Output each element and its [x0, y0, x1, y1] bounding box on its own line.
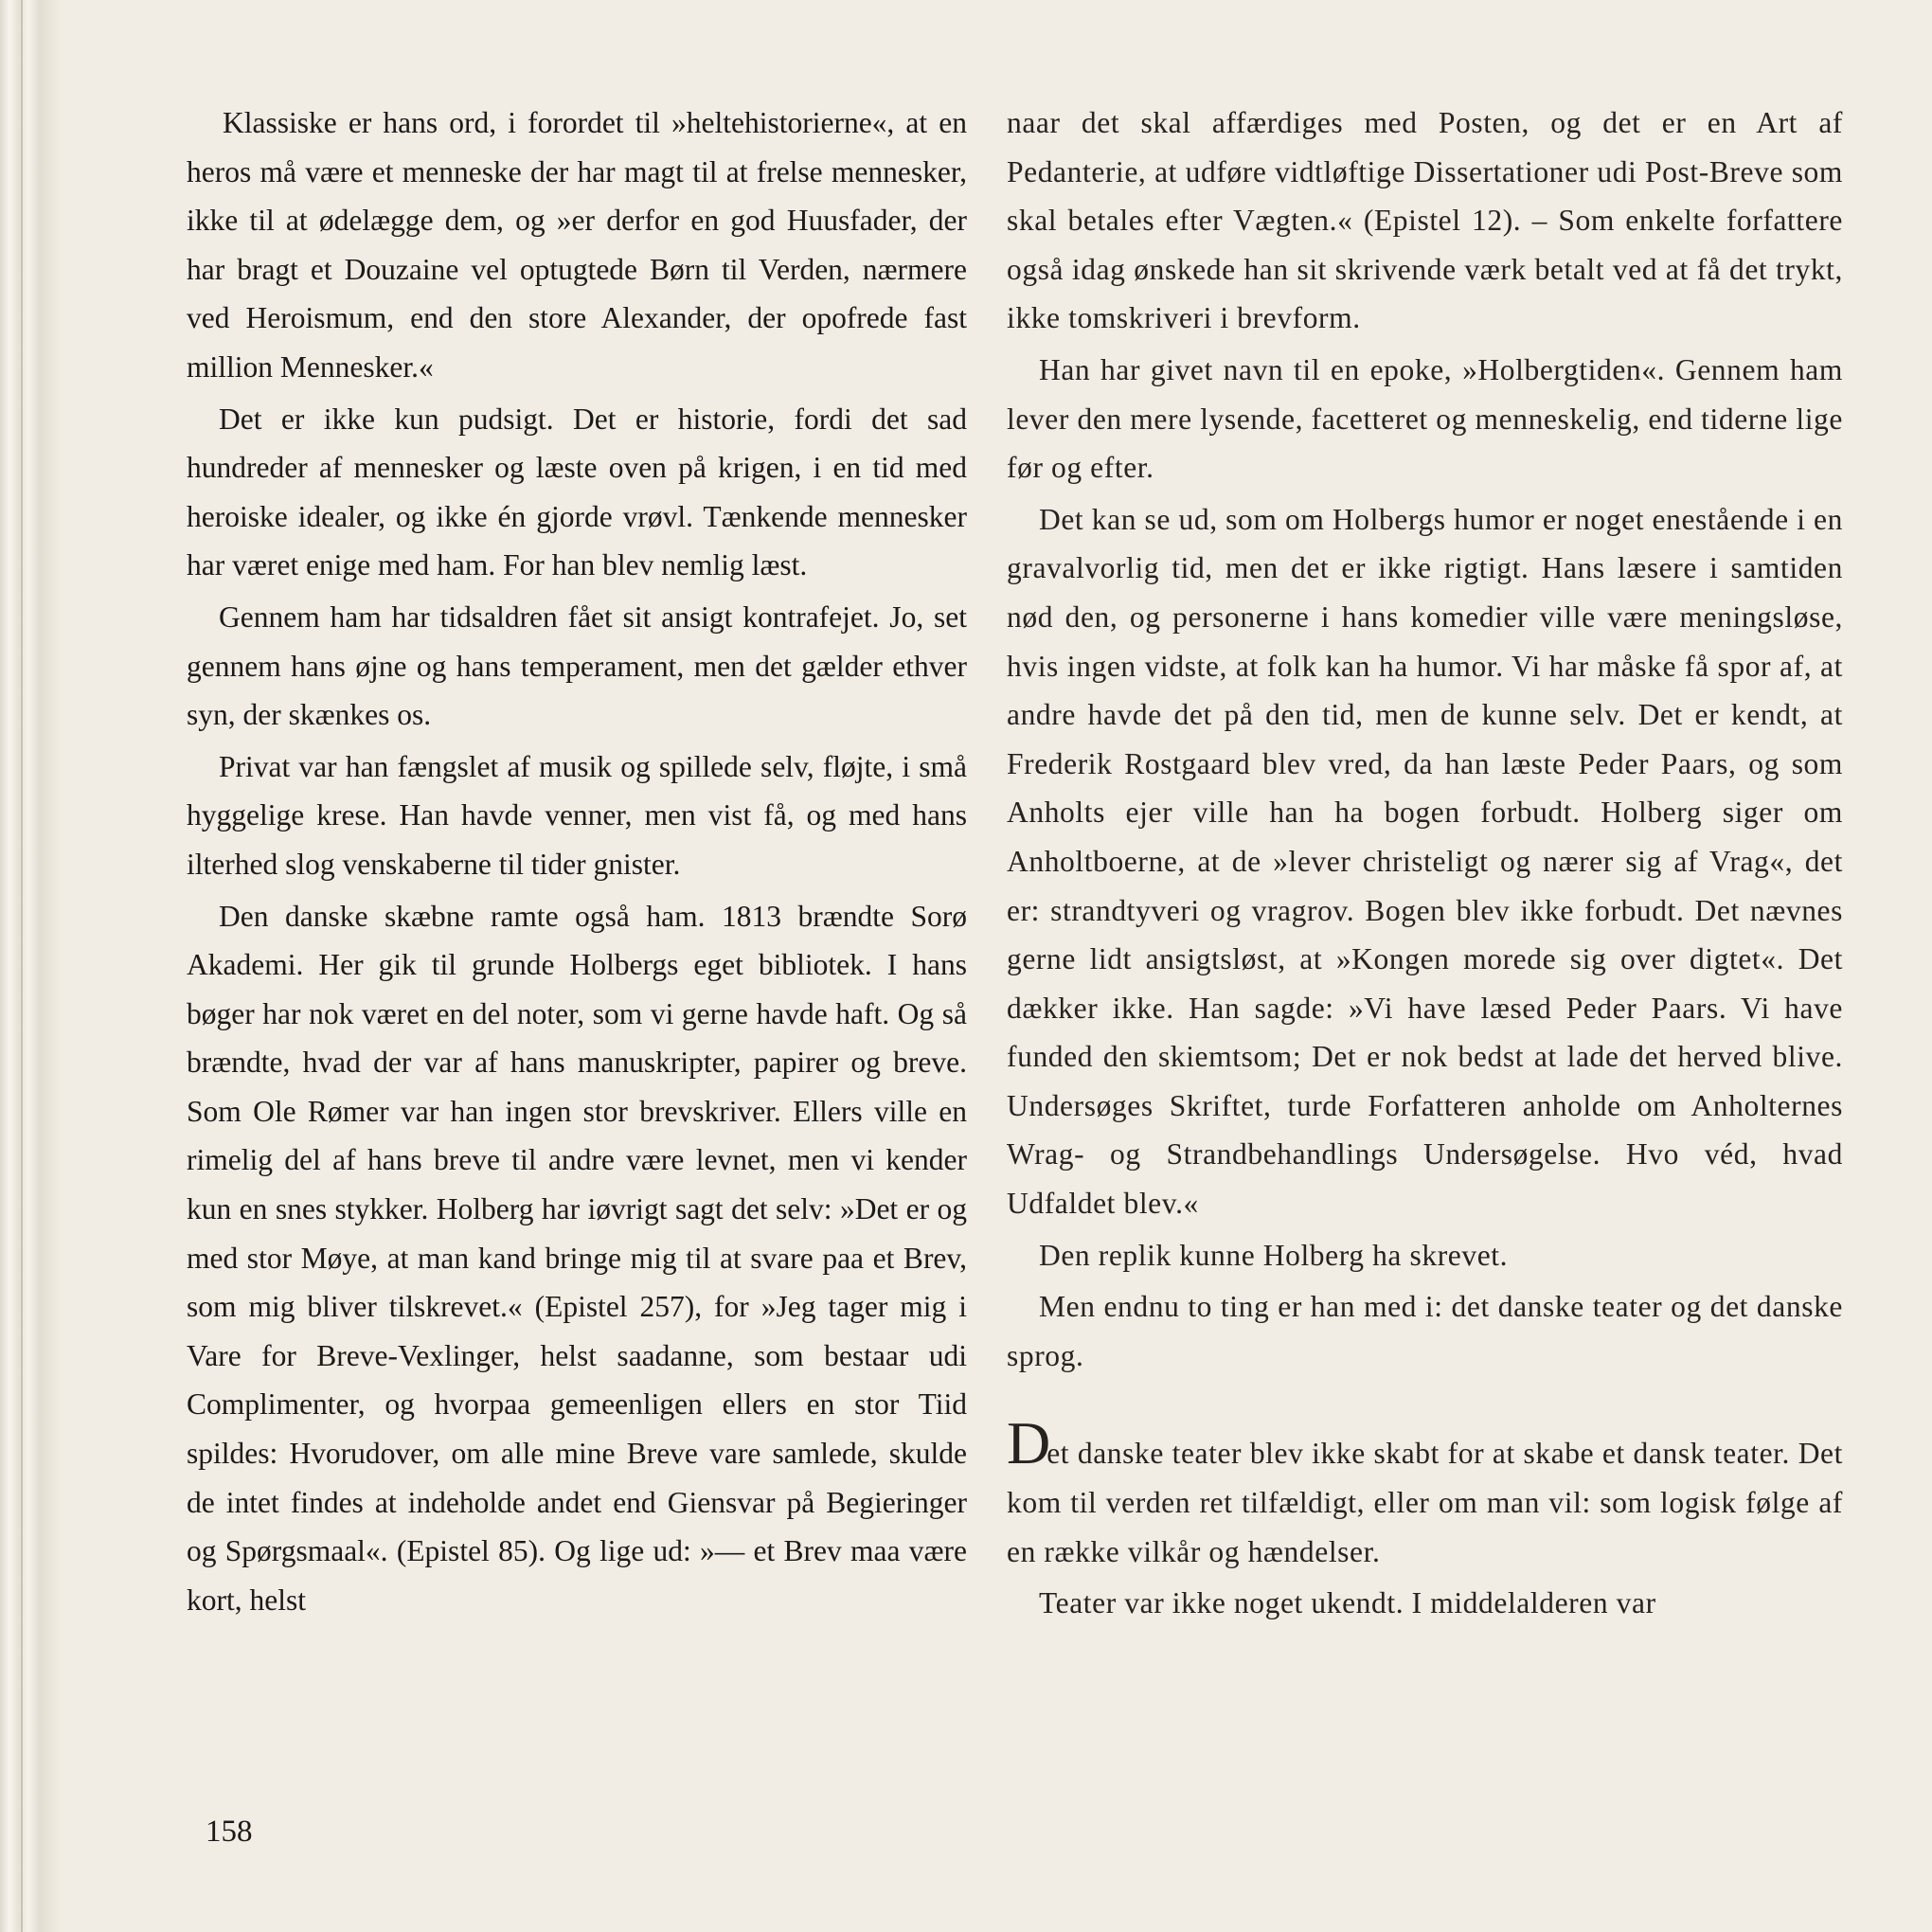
paragraph: Teater var ikke noget ukendt. I middelalderen var [1039, 1586, 1656, 1620]
paragraph: Det er ikke kun pudsigt. Det er historie, fordi det sad hundreder af mennesker og læste oven på krigen, i en tid med heroiske idealer, og ikke én gjorde vrøvl. Tænkende mennesker har været enige med ham. For han blev nemlig læst. [187, 402, 967, 582]
drop-cap: D [1007, 1409, 1047, 1477]
section-opening-paragraph [1007, 1409, 1843, 1576]
paragraph: Den danske skæbne ramte også ham. 1813 brændte Sorø Akademi. Her gik til grunde Holbergs eget bibliotek. I hans bøger har nok været en del noter, som vi gerne havde haft. Og så brændte, hvad der var af hans manuskripter, papirer og breve. Som Ole Rømer var han ingen stor brevskriver. Ellers ville en rimelig del af hans breve til andre være levnet, men vi kender kun en snes stykker. Holberg har iøvrigt sagt det selv: »Det er og med stor Møye, at man kand bringe mig til at svare paa et Brev, som mig bliver tilskrevet.« (Epistel 257), for »Jeg tager mig i Vare for Breve-Vexlinger, helst saadanne, som bestaar udi Complimenter, og hvorpaa gemeenligen ellers en stor Tiid spildes: Hvorudover, om alle mine Breve vare samlede, skulde de intet findes at indeholde andet end Giensvar på Begieringer og Spørgsmaal«. (Epistel 85). Og lige ud: »— et Brev maa være kort, helst [187, 899, 967, 1617]
page-number: 158 [206, 1815, 253, 1849]
paragraph: Men endnu to ting er han med i: det danske teater og det danske sprog. [1007, 1290, 1843, 1372]
book-gutter [0, 0, 61, 1932]
paragraph: Den replik kunne Holberg ha skrevet. [1039, 1238, 1509, 1272]
section-break [1007, 1383, 1843, 1424]
paragraph: Privat var han fængslet af musik og spillede selv, fløjte, i små hyggelige krese. Han havde venner, men vist få, og med hans ilterhed slog venskaberne til tider gnister. [187, 749, 967, 881]
paragraph-text: et danske teater blev ikke skabt for at skabe et dansk teater. Det kom til verden ret tilfældigt, eller om man vil: som logisk følge af en række vilkår og hændelser. [1007, 1437, 1843, 1568]
paragraph: Det kan se ud, som om Holbergs humor er noget enestående i en gravalvorlig tid, men det er ikke rigtigt. Hans læsere i samtiden nød den, og personerne i hans komedier ville være meningsløse, hvis ingen vidste, at folk kan ha humor. Vi har måske få spor af, at andre havde det på den tid, men de kunne selv. Det er kendt, at Frederik Rostgaard blev vred, da han læste Peder Paars, og som Anholts ejer ville han ha bogen forbudt. Holberg siger om Anholtboerne, at de »lever christeligt og nærer sig af Vrag«, det er: strandtyveri og vragrov. Bogen blev ikke forbudt. Det nævnes gerne lidt ansigtsløst, at »Kongen morede sig over digtet«. Det dækker ikke. Han sagde: »Vi have læsed Peder Paars. Vi have funded den skiemtsom; Det er nok bedst at lade det herved blive. Undersøges Skriftet, turde Forfatteren anholde om Anholternes Wrag- og Strandbehandlings Undersøgelse. Hvo véd, hvad Udfaldet blev.« [1007, 502, 1843, 1221]
left-column [187, 98, 967, 1627]
paragraph: Gennem ham har tidsaldren fået sit ansigt kontrafejet. Jo, set gennem hans øjne og hans temperament, men det gælder ethver syn, der skænkes os. [187, 599, 967, 732]
paragraph: Klassiske er hans ord, i forordet til »heltehistorierne«, at en heros må være et menneske der har magt til at frelse mennesker, ikke til at ødelægge dem, og »er derfor en god Huusfader, der har bragt et Douzaine vel optugtede Børn til Verden, nærmere ved Heroismum, end den store Alexander, der opofrede fast million Mennesker.« [187, 106, 967, 384]
paragraph: naar det skal affærdiges med Posten, og det er en Art af Pedanterie, at udføre vidtløftige Dissertationer udi Post-Breve som skal betales efter Vægten.« (Epistel 12). – Som enkelte forfattere også idag ønskede han sit skrivende værk betalt ved at få det trykt, ikke tomskriveri i brevform. [1007, 106, 1843, 335]
paragraph: Han har givet navn til en epoke, »Holbergtiden«. Gennem ham lever den mere lysende, facetteret og menneskelig, end tiderne lige før og efter. [1007, 352, 1843, 485]
right-column [1007, 98, 1843, 1631]
